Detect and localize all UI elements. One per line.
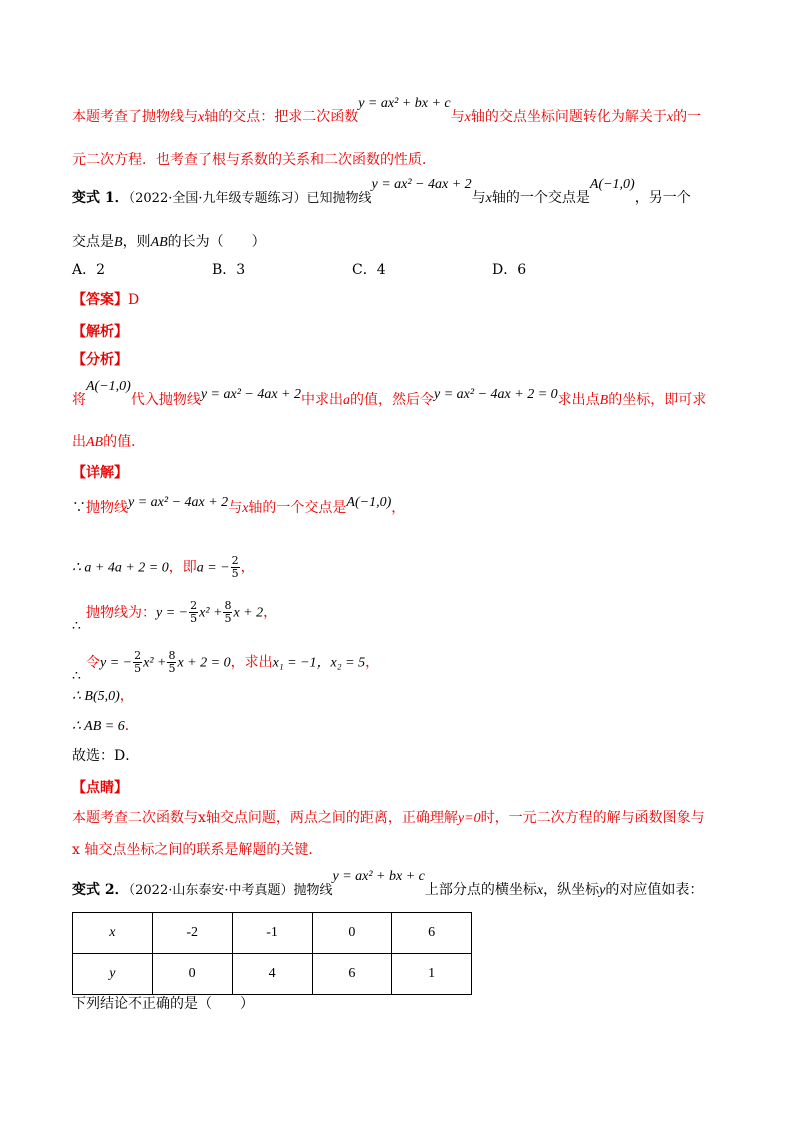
var-x: x <box>536 883 544 898</box>
text: ， <box>240 559 255 576</box>
var-x: x <box>242 501 249 516</box>
table-row-x <box>73 913 472 954</box>
equation: x + 2 = 0 <box>177 655 231 671</box>
text: ， <box>391 500 406 516</box>
equation: y = ax² + bx + c <box>358 96 451 111</box>
note-line-1 <box>72 96 702 128</box>
v1-source: （2022·全国·九年级专题练习）已知抛物线 <box>128 191 372 206</box>
table-cell: y <box>73 954 153 995</box>
equation: y = ax² − 4ax + 2 <box>128 495 229 510</box>
point: A(−1,0) <box>86 379 131 394</box>
denominator: 5 <box>224 612 232 625</box>
text: 将 <box>72 392 86 408</box>
v1-question-line-2 <box>72 232 266 253</box>
point: A(−1,0) <box>346 495 392 510</box>
analysis-line-2 <box>72 432 145 453</box>
note-line-2: 元二次方程．也考查了根与系数的关系和二次函数的性质． <box>72 152 436 168</box>
comment-line-2: x 轴交点坐标之间的联系是解题的关键． <box>72 842 323 858</box>
equation: ∴ AB = 6 <box>72 719 125 734</box>
fraction <box>167 650 176 675</box>
note-text: 轴的交点坐标问题转化为解关于 <box>470 109 667 125</box>
table-cell: -2 <box>152 913 232 954</box>
text: ，另一个 <box>634 190 691 206</box>
numerator: 8 <box>224 599 232 612</box>
values-table <box>72 912 472 995</box>
table-cell: 6 <box>392 913 472 954</box>
var-x: x <box>464 110 471 125</box>
var-a: a <box>343 393 351 408</box>
equation: x + 2 <box>233 605 264 621</box>
text: 出 <box>72 434 86 450</box>
equation: a = − <box>196 560 230 576</box>
choose-line: 故选：D． <box>72 748 140 764</box>
text: ， <box>365 654 380 671</box>
text: 的长为（ ） <box>167 234 266 250</box>
v2-prompt: 下列结论不正确的是（ ） <box>72 996 254 1012</box>
detail-line-5 <box>72 686 134 707</box>
table-cell: 1 <box>392 954 472 995</box>
text: ，则 <box>122 234 151 250</box>
therefore-symbol: ∴ <box>72 618 81 634</box>
text: 的对应值如表： <box>605 882 704 898</box>
point: A(−1,0) <box>589 177 635 192</box>
var-B: B <box>599 393 609 408</box>
answer-value: D <box>128 292 140 308</box>
text: ． <box>124 718 139 734</box>
v1-question-line-1 <box>72 177 691 209</box>
option-d: D．6 <box>492 262 527 278</box>
note-text: 与 <box>450 109 465 125</box>
table-cell: 6 <box>312 954 392 995</box>
detail-line-1 <box>72 495 406 519</box>
detail-line-4 <box>72 650 379 675</box>
option-a: A．2 <box>72 262 106 278</box>
note-text: 轴的交点：把求二次函数 <box>204 109 359 125</box>
text: 的值，然后令 <box>350 392 435 408</box>
text: 抛物线 <box>86 500 128 516</box>
equation: y = ax² − 4ax + 2 = 0 <box>434 387 558 402</box>
equation: y = − <box>156 605 189 621</box>
text: ，即 <box>168 559 197 576</box>
text: 中求出 <box>301 392 344 408</box>
var-B: B <box>114 235 123 250</box>
numerator: 2 <box>231 554 239 567</box>
var-x: x <box>485 191 492 206</box>
equation: y = ax² − 4ax + 2 <box>371 177 472 192</box>
therefore-symbol: ∴ <box>72 668 81 684</box>
var-AB: AB <box>150 235 168 250</box>
equation: y = − <box>100 655 133 671</box>
equation: ∴ B(5,0) <box>72 689 120 704</box>
equation: y = ax² − 4ax + 2 <box>200 387 302 402</box>
analysis-sub-heading: 【分析】 <box>72 352 128 368</box>
detail-line-6 <box>72 716 139 737</box>
symbol: ∵ <box>72 500 86 516</box>
text: 求出点 <box>557 392 600 408</box>
option-b: B．3 <box>212 262 246 278</box>
numerator: 2 <box>134 649 142 662</box>
table-cell: -1 <box>232 913 312 954</box>
var-y: y <box>599 883 606 898</box>
roots: x₁ = −1，x₂ = 5 <box>272 655 366 671</box>
denominator: 5 <box>190 612 198 625</box>
detail-heading: 【详解】 <box>72 465 128 481</box>
equation: x² + <box>199 605 223 621</box>
equation: x² + <box>143 655 167 671</box>
var-x: x <box>666 110 674 125</box>
v2-source: （2022·山东泰安·中考真题）抛物线 <box>128 883 333 898</box>
text: 上部分点的横坐标 <box>424 882 537 898</box>
option-c: C．4 <box>352 262 386 278</box>
text: 的值． <box>103 434 146 450</box>
detail-line-3 <box>72 600 277 625</box>
text: ， <box>119 688 134 704</box>
v1-label: 变式 1． <box>72 190 129 206</box>
text: ，纵坐标 <box>543 882 600 898</box>
text: 时，一元二次方程的解与函数图象与 <box>480 810 705 826</box>
fraction <box>231 555 240 580</box>
answer-line <box>72 290 139 310</box>
table-cell: x <box>73 913 153 954</box>
equation: ∴ a + 4a + 2 = 0 <box>72 560 169 576</box>
detail-line-2 <box>72 555 255 580</box>
text: 轴的一个交点是 <box>248 500 347 516</box>
denominator: 5 <box>231 567 239 580</box>
fraction <box>189 600 198 625</box>
table-row-y <box>73 954 472 995</box>
v2-question-line <box>72 869 704 901</box>
equation: y=0 <box>457 811 481 826</box>
text: 的坐标，即可求 <box>608 392 707 408</box>
var-x: x <box>198 110 205 125</box>
text: 抛物线为： <box>86 604 156 621</box>
text: 本题考查二次函数与x轴交点问题，两点之间的距离，正确理解 <box>72 810 458 826</box>
numerator: 8 <box>168 649 176 662</box>
text: ， <box>263 604 278 621</box>
text: 交点是 <box>72 234 114 250</box>
v2-label: 变式 2． <box>72 882 129 898</box>
comment-heading: 【点睛】 <box>72 780 128 796</box>
text: 与 <box>471 190 486 206</box>
comment-line-1 <box>72 808 705 829</box>
text: ，求出 <box>230 654 273 671</box>
denominator: 5 <box>134 662 142 675</box>
text: 令 <box>86 654 100 671</box>
note-text: 的一 <box>673 109 702 125</box>
text: 与 <box>228 500 243 516</box>
fraction <box>133 650 142 675</box>
text: 轴的一个交点是 <box>491 190 590 206</box>
analysis-line-1 <box>72 379 707 411</box>
fraction <box>223 600 232 625</box>
answer-tag: 【答案】 <box>72 292 128 308</box>
equation: y = ax² + bx + c <box>332 869 425 884</box>
denominator: 5 <box>168 662 176 675</box>
numerator: 2 <box>190 599 198 612</box>
note-text: 本题考查了抛物线与 <box>72 109 198 125</box>
analysis-heading: 【解析】 <box>72 324 128 340</box>
table-cell: 0 <box>312 913 392 954</box>
table-cell: 0 <box>152 954 232 995</box>
text: 代入抛物线 <box>130 392 201 408</box>
var-AB: AB <box>86 435 104 450</box>
table-cell: 4 <box>232 954 312 995</box>
